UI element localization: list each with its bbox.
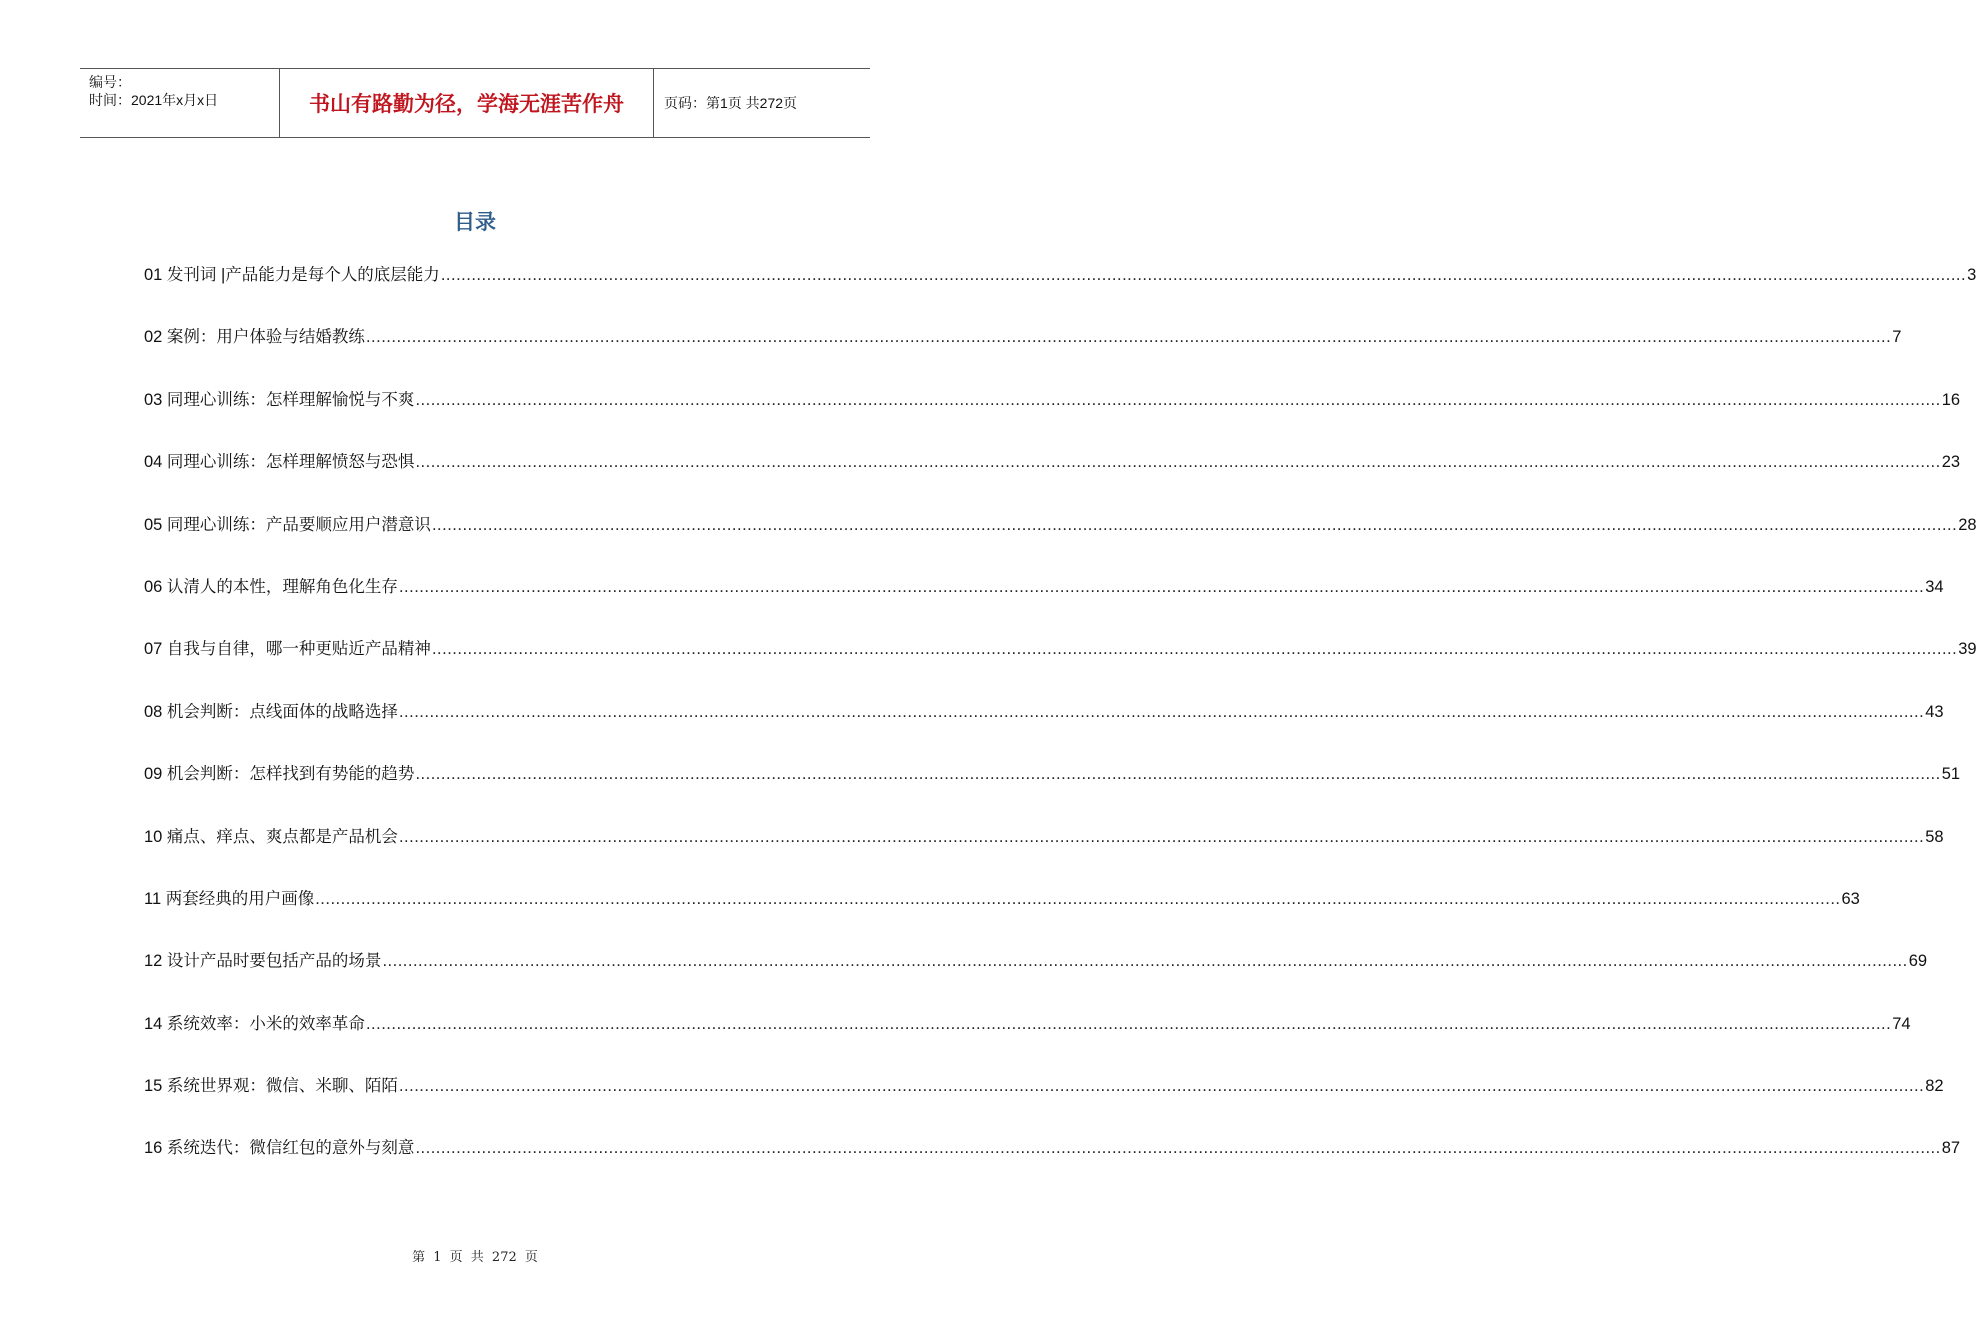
toc-dot-leader: ............................................................................................................................................................................................................................................................................................................ [415, 453, 1941, 472]
toc-entry-title: 11 两套经典的用户画像 [144, 889, 315, 908]
toc-entry-page: 69 [1908, 952, 1928, 971]
toc-entry-title: 09 机会判断：怎样找到有势能的趋势 [144, 765, 415, 784]
toc-entry[interactable] [144, 761, 1961, 823]
header-time-label: 时间：2021年x月x日 [89, 92, 219, 108]
toc-dot-leader: ............................................................................................................................................................................................................................................................................................................ [415, 765, 1941, 784]
toc-entry[interactable] [144, 1073, 1944, 1135]
toc-entry-page: 74 [1892, 1014, 1911, 1033]
toc-entry[interactable] [144, 824, 1944, 886]
toc-entry[interactable] [144, 262, 1977, 324]
toc-entry-title: 06 认清人的本性，理解角色化生存 [144, 577, 398, 596]
header-meta [80, 69, 280, 137]
toc-entry-title: 12 设计产品时要包括产品的场景 [144, 952, 382, 971]
toc-entry-page: 51 [1941, 765, 1961, 784]
toc-dot-leader: ............................................................................................................................................................................................................................................................................................................ [365, 1014, 1892, 1033]
toc-entry-page: 16 [1941, 390, 1961, 409]
toc-entry[interactable] [144, 886, 1860, 948]
toc-dot-leader: ............................................................................................................................................................................................................................................................................................................ [398, 1077, 1925, 1096]
toc-entry-page: 58 [1925, 827, 1944, 846]
toc-entry-title: 01 发刊词 |产品能力是每个人的底层能力 [144, 266, 440, 284]
toc-entry-page: 34 [1925, 577, 1944, 596]
toc-entry-title: 15 系统世界观：微信、米聊、陌陌 [144, 1077, 398, 1096]
toc-dot-leader: ............................................................................................................................................................................................................................................................................................................ [431, 640, 1958, 659]
toc-dot-leader: ............................................................................................................................................................................................................................................................................................................ [398, 702, 1925, 721]
toc-entry-page: 63 [1841, 889, 1860, 908]
toc-entry[interactable] [144, 699, 1944, 761]
toc-entry[interactable] [144, 574, 1944, 636]
toc-entry-title: 04 同理心训练：怎样理解愤怒与恐惧 [144, 453, 415, 472]
toc-dot-leader: ............................................................................................................................................................................................................................................................................................................ [315, 889, 1841, 908]
toc-entry-page: 3 [1967, 266, 1977, 284]
toc-dot-leader: ............................................................................................................................................................................................................................................................................................................ [440, 266, 1967, 284]
header-number-label: 编号： [89, 74, 131, 90]
toc-entry-title: 16 系统迭代：微信红包的意外与刻意 [144, 1139, 415, 1158]
toc-dot-leader: ............................................................................................................................................................................................................................................................................................................ [398, 827, 1925, 846]
toc-dot-leader: ............................................................................................................................................................................................................................................................................................................ [431, 515, 1958, 534]
toc-dot-leader: ............................................................................................................................................................................................................................................................................................................ [365, 328, 1892, 347]
toc-entry-page: 28 [1958, 515, 1977, 534]
toc-entry[interactable] [144, 449, 1961, 511]
toc-entry[interactable] [144, 948, 1928, 1010]
header-page-info: 页码：第1页 共272页 [664, 95, 798, 111]
toc-entry[interactable] [144, 1135, 1961, 1197]
toc-entry-title: 05 同理心训练：产品要顺应用户潜意识 [144, 515, 431, 534]
page-footer: 第 1 页 共 272 页 [412, 1250, 538, 1265]
header-motto: 书山有路勤为径，学海无涯苦作舟 [280, 69, 654, 137]
toc-dot-leader: ............................................................................................................................................................................................................................................................................................................ [398, 577, 1925, 596]
toc-dot-leader: ............................................................................................................................................................................................................................................................................................................ [415, 1139, 1941, 1158]
toc-dot-leader: ............................................................................................................................................................................................................................................................................................................ [415, 390, 1941, 409]
toc-entry[interactable] [144, 324, 1902, 386]
toc-entry-page: 23 [1941, 453, 1961, 472]
page-header [80, 68, 870, 138]
table-of-contents [144, 262, 1977, 1198]
toc-entry-page: 82 [1925, 1077, 1944, 1096]
toc-entry-page: 39 [1958, 640, 1977, 659]
toc-title: 目录 [454, 210, 496, 234]
toc-entry-title: 14 系统效率：小米的效率革命 [144, 1014, 365, 1033]
toc-entry-title: 07 自我与自律，哪一种更贴近产品精神 [144, 640, 431, 659]
toc-entry[interactable] [144, 512, 1977, 574]
toc-entry[interactable] [144, 636, 1977, 698]
toc-entry-page: 43 [1925, 702, 1944, 721]
toc-entry[interactable] [144, 1011, 1911, 1073]
toc-entry-page: 87 [1941, 1139, 1961, 1158]
toc-entry-title: 03 同理心训练：怎样理解愉悦与不爽 [144, 390, 415, 409]
toc-entry-title: 10 痛点、痒点、爽点都是产品机会 [144, 827, 398, 846]
toc-dot-leader: ............................................................................................................................................................................................................................................................................................................ [382, 952, 1908, 971]
toc-entry-title: 08 机会判断：点线面体的战略选择 [144, 702, 398, 721]
toc-entry-title: 02 案例：用户体验与结婚教练 [144, 328, 365, 347]
toc-entry-page: 7 [1892, 328, 1902, 347]
toc-entry[interactable] [144, 387, 1961, 449]
